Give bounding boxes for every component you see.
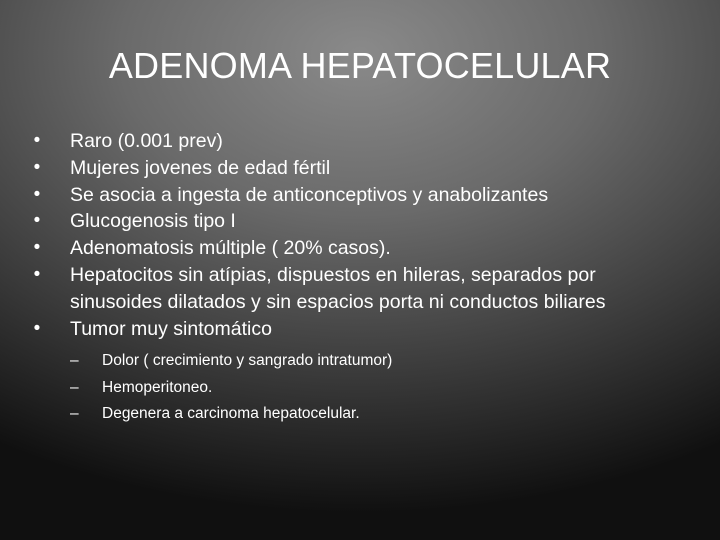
bullet-item-raro [30,128,690,155]
bullet-icon: • [33,317,41,339]
bullet-icon: • [33,130,41,151]
bullet-text: Mujeres jovenes de edad fértil [70,156,331,179]
sub-bullet-list [70,348,690,428]
sub-bullet-item-degenera [70,401,690,428]
bullet-text: Se asocia a ingesta de anticonceptivos y anabolizantes [70,183,549,206]
bullet-item-hepatocitos [30,262,690,316]
dash-icon: – [70,378,79,396]
sub-bullet-text: Dolor ( crecimiento y sangrado intratumor) [102,352,393,370]
bullet-icon: • [33,156,41,178]
bullet-text: Adenomatosis múltiple ( 20% casos). [70,237,391,260]
bullet-text: Raro (0.001 prev) [70,130,223,152]
sub-bullet-item-dolor [70,348,690,375]
bullet-icon: • [33,263,41,285]
bullet-text: Glucogenosis tipo I [70,210,236,233]
sub-bullet-text: Hemoperitoneo. [102,378,213,396]
bullet-text: Hepatocitos sin atípias, dispuestos en hileras, separados por sinusoides dilatados y sin espacios porta ni conductos biliares [70,263,606,313]
dash-icon: – [70,405,79,423]
bullet-item-tumor [30,316,690,428]
bullet-icon: • [33,210,41,232]
bullet-list [30,128,690,428]
bullet-icon: • [33,183,41,205]
sub-bullet-text: Degenera a carcinoma hepatocelular. [102,405,360,423]
bullet-item-adenomatosis [30,235,690,262]
bullet-text: Tumor muy sintomático [70,317,272,340]
sub-bullet-item-hemoperitoneo [70,375,690,402]
bullet-item-glucogenosis [30,208,690,235]
bullet-item-mujeres [30,155,690,182]
dash-icon: – [70,352,79,370]
bullet-icon: • [33,237,41,259]
slide-title: ADENOMA HEPATOCELULAR [108,45,612,86]
bullet-item-anticonceptivos [30,182,690,209]
